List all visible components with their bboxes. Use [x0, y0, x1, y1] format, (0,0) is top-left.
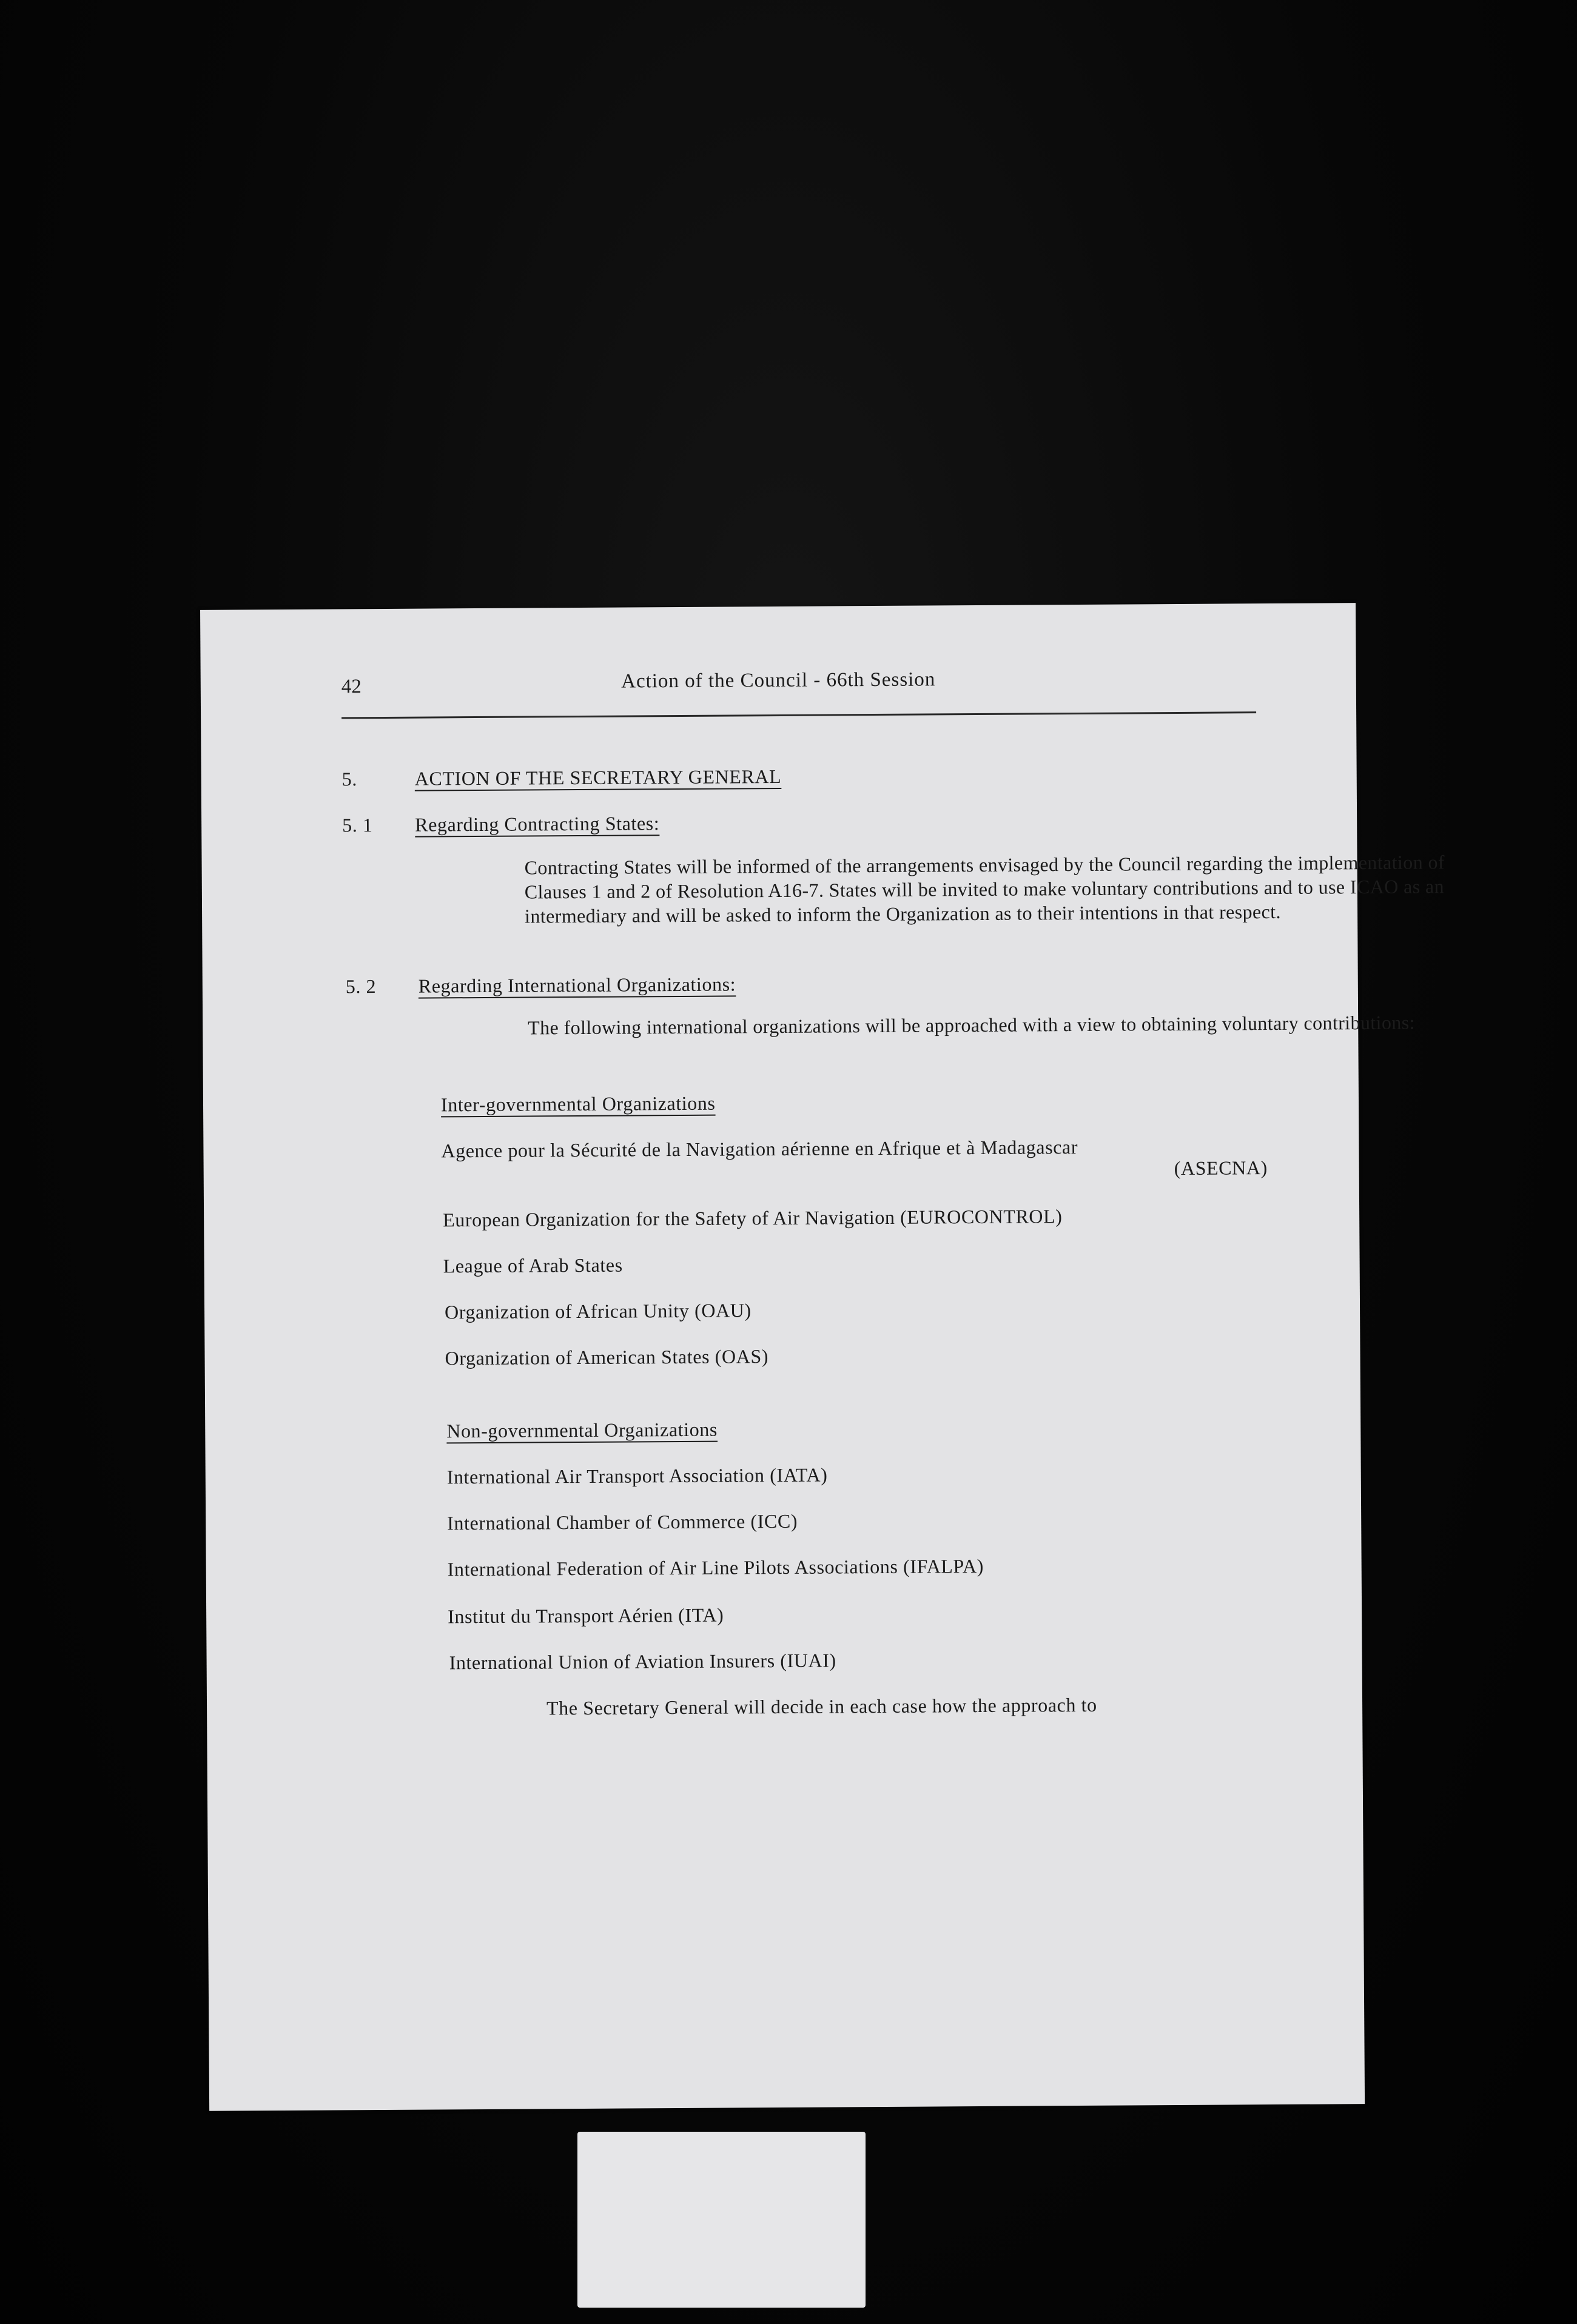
page-number: 42	[341, 676, 361, 698]
scan-target-card	[577, 2132, 866, 2308]
section-5-2-body: The following international organizations will be approached with a view to obtaining voluntary contributions:	[528, 1011, 1415, 1039]
page-title: Action of the Council - 66th Session	[621, 668, 936, 693]
section-5-2-heading: Regarding International Organizations:	[418, 973, 736, 997]
org-asecna: Agence pour la Sécurité de la Navigation aérienne en Afrique et à Madagascar	[441, 1135, 1078, 1162]
nongovernmental-heading: Non-governmental Organizations	[446, 1418, 718, 1442]
org-oau: Organization of African Unity (OAU)	[444, 1299, 752, 1323]
org-iuai: International Union of Aviation Insurers (IUAI)	[449, 1649, 836, 1674]
intergovernmental-heading: Inter-governmental Organizations	[440, 1092, 716, 1116]
header-divider	[341, 711, 1256, 719]
org-ifalpa: International Federation of Air Line Pilots Associations (IFALPA)	[447, 1554, 984, 1580]
document-page	[200, 603, 1445, 2111]
section-5-1-heading: Regarding Contracting States:	[415, 812, 660, 836]
section-5-2-number: 5. 2	[345, 975, 377, 998]
section-5-heading: ACTION OF THE SECRETARY GENERAL	[414, 765, 782, 790]
org-eurocontrol: European Organization for the Safety of Air Navigation (EUROCONTROL)	[443, 1205, 1063, 1231]
org-ita: Institut du Transport Aérien (ITA)	[448, 1604, 724, 1628]
section-5-1-number: 5. 1	[342, 814, 373, 836]
org-oas: Organization of American States (OAS)	[445, 1345, 769, 1369]
org-arab-league: League of Arab States	[443, 1254, 623, 1277]
org-iata: International Air Transport Association (IATA)	[446, 1463, 828, 1488]
org-asecna-acronym: (ASECNA)	[1174, 1157, 1268, 1180]
closing-text: The Secretary General will decide in each case how the approach to	[546, 1693, 1097, 1719]
org-icc: International Chamber of Commerce (ICC)	[447, 1510, 798, 1534]
section-5-1-body: Contracting States will be informed of the arrangements envisaged by the Council regarding the implementation of Clauses 1 and 2 of Resolution A16-7. States will be invited to make voluntary contributions and to use ICAO as an intermediary and will be asked to inform the Organization as to their intentions in that respect.	[524, 851, 1445, 927]
section-5-number: 5.	[341, 768, 358, 790]
